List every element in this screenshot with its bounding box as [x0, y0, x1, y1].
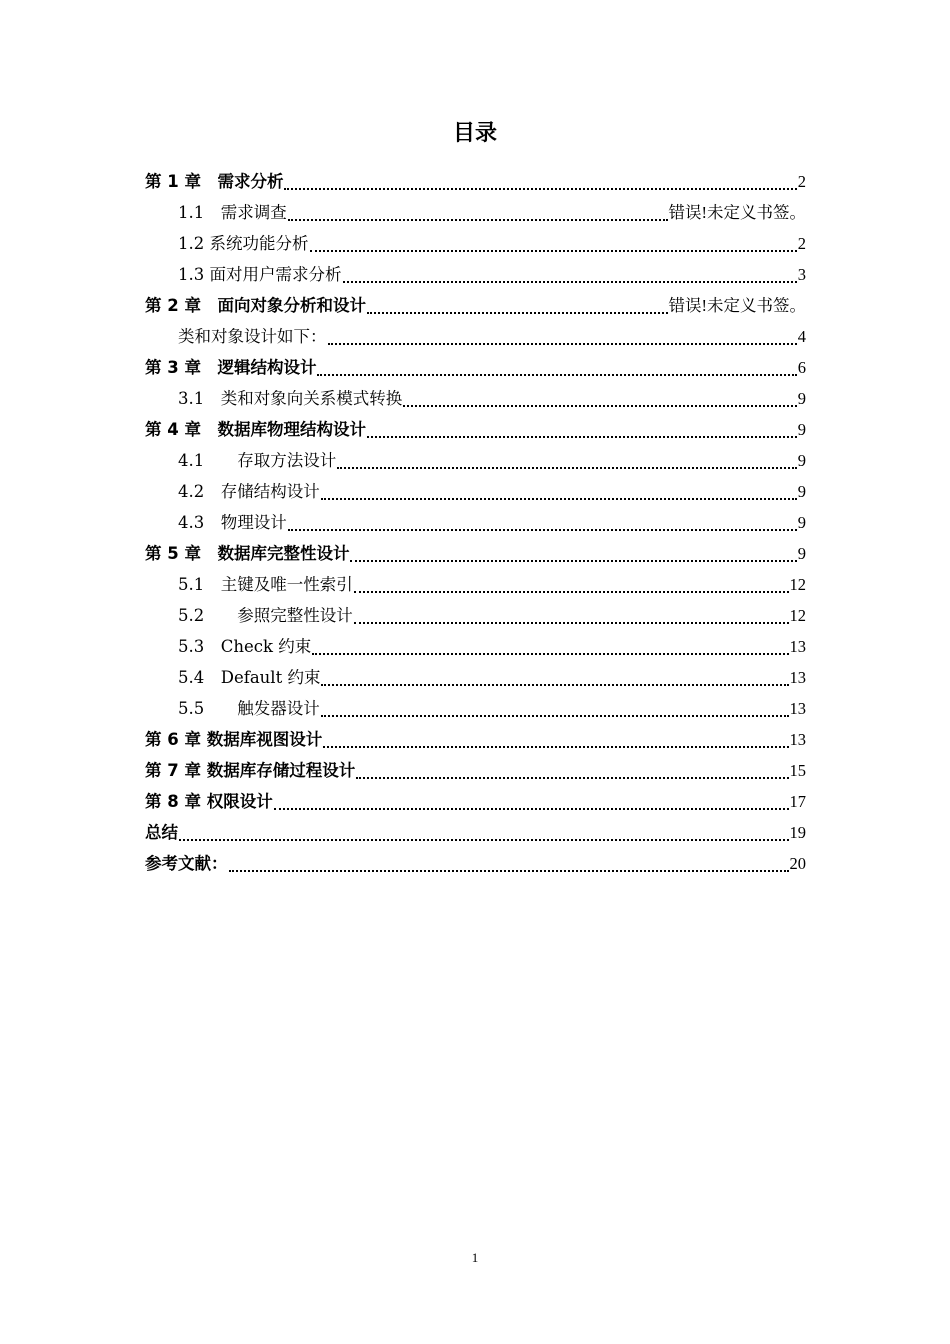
toc-entry-page: 9 — [797, 544, 806, 563]
dot-leader — [367, 436, 797, 438]
toc-entry-page: 9 — [797, 451, 806, 470]
toc-entry-page: 15 — [789, 761, 806, 780]
toc-entry-page: 19 — [789, 823, 806, 842]
toc-entry-label: 第 8 章 权限设计 — [145, 792, 273, 811]
dot-leader — [354, 622, 789, 624]
toc-entry-page: 错误!未定义书签。 — [668, 203, 806, 222]
toc-chapter-entry[interactable] — [145, 817, 806, 848]
toc-section-entry[interactable] — [145, 631, 806, 662]
toc-chapter-entry[interactable] — [145, 290, 806, 321]
toc-section-entry[interactable] — [145, 383, 806, 414]
toc-chapter-entry[interactable] — [145, 786, 806, 817]
dot-leader — [288, 529, 797, 531]
toc-entry-page: 20 — [789, 854, 806, 873]
toc-entry-label: 第 2 章 面向对象分析和设计 — [145, 296, 366, 315]
toc-entry-label: 3.1 类和对象向关系模式转换 — [178, 389, 403, 408]
dot-leader — [356, 777, 788, 779]
dot-leader — [328, 343, 797, 345]
dot-leader — [312, 653, 788, 655]
toc-entry-label: 5.3 Check 约束 — [178, 637, 312, 656]
toc-chapter-entry[interactable] — [145, 166, 806, 197]
table-of-contents — [145, 166, 806, 879]
toc-section-entry[interactable] — [145, 569, 806, 600]
toc-chapter-entry[interactable] — [145, 755, 806, 786]
toc-section-entry[interactable] — [145, 693, 806, 724]
toc-entry-label: 第 7 章 数据库存储过程设计 — [145, 761, 356, 780]
toc-entry-label: 4.3 物理设计 — [178, 513, 287, 532]
toc-section-entry[interactable] — [145, 197, 806, 228]
toc-entry-label: 1.3 面对用户需求分析 — [178, 265, 342, 284]
toc-entry-label: 总结 — [145, 823, 178, 842]
toc-entry-page: 2 — [797, 172, 806, 191]
dot-leader — [323, 746, 788, 748]
toc-entry-label: 第 1 章 需求分析 — [145, 172, 284, 191]
dot-leader — [284, 188, 796, 190]
toc-entry-label: 5.5 触发器设计 — [178, 699, 320, 718]
toc-entry-page: 13 — [789, 730, 806, 749]
toc-section-entry[interactable] — [145, 507, 806, 538]
dot-leader — [317, 374, 796, 376]
page-title: 目录 — [452, 121, 497, 146]
toc-entry-label: 5.2 参照完整性设计 — [178, 606, 353, 625]
toc-chapter-entry[interactable] — [145, 724, 806, 755]
toc-entry-label: 4.1 存取方法设计 — [178, 451, 337, 470]
toc-section-entry[interactable] — [145, 600, 806, 631]
toc-entry-label: 5.4 Default 约束 — [178, 668, 321, 687]
dot-leader — [274, 808, 789, 810]
toc-entry-label: 1.2 系统功能分析 — [178, 234, 309, 253]
toc-entry-label: 5.1 主键及唯一性索引 — [178, 575, 353, 594]
toc-section-entry[interactable] — [145, 228, 806, 259]
toc-entry-page: 6 — [797, 358, 806, 377]
dot-leader — [321, 715, 789, 717]
toc-chapter-entry[interactable] — [145, 352, 806, 383]
dot-leader — [288, 219, 668, 221]
dot-leader — [367, 312, 668, 314]
dot-leader — [337, 467, 797, 469]
toc-entry-page: 13 — [789, 637, 806, 656]
toc-entry-label: 参考文献： — [145, 854, 228, 873]
toc-chapter-entry[interactable] — [145, 848, 806, 879]
toc-section-entry[interactable] — [145, 445, 806, 476]
toc-entry-page: 12 — [789, 606, 806, 625]
toc-entry-page: 9 — [797, 389, 806, 408]
toc-entry-label: 1.1 需求调查 — [178, 203, 287, 222]
toc-entry-page: 13 — [789, 699, 806, 718]
toc-section-entry[interactable] — [145, 259, 806, 290]
toc-chapter-entry[interactable] — [145, 538, 806, 569]
toc-entry-page: 3 — [797, 265, 806, 284]
toc-entry-page: 9 — [797, 420, 806, 439]
toc-entry-page: 9 — [797, 482, 806, 501]
toc-chapter-entry[interactable] — [145, 414, 806, 445]
page-number: 1 — [471, 1250, 479, 1265]
toc-entry-page: 错误!未定义书签。 — [668, 296, 806, 315]
toc-entry-page: 4 — [797, 327, 806, 346]
toc-entry-label: 第 3 章 逻辑结构设计 — [145, 358, 317, 377]
toc-entry-page: 2 — [797, 234, 806, 253]
toc-section-entry[interactable] — [145, 321, 806, 352]
toc-section-entry[interactable] — [145, 476, 806, 507]
toc-entry-page: 13 — [789, 668, 806, 687]
dot-leader — [321, 684, 788, 686]
toc-entry-page: 9 — [797, 513, 806, 532]
toc-entry-label: 第 4 章 数据库物理结构设计 — [145, 420, 366, 439]
toc-section-entry[interactable] — [145, 662, 806, 693]
dot-leader — [343, 281, 797, 283]
toc-entry-label: 4.2 存储结构设计 — [178, 482, 320, 501]
dot-leader — [403, 405, 797, 407]
toc-entry-label: 第 5 章 数据库完整性设计 — [145, 544, 350, 563]
toc-entry-label: 类和对象设计如下： — [178, 327, 327, 346]
toc-entry-page: 12 — [789, 575, 806, 594]
dot-leader — [321, 498, 797, 500]
toc-entry-page: 17 — [789, 792, 806, 811]
dot-leader — [350, 560, 796, 562]
dot-leader — [179, 839, 789, 841]
dot-leader — [310, 250, 797, 252]
dot-leader — [354, 591, 789, 593]
toc-entry-label: 第 6 章 数据库视图设计 — [145, 730, 323, 749]
dot-leader — [229, 870, 789, 872]
